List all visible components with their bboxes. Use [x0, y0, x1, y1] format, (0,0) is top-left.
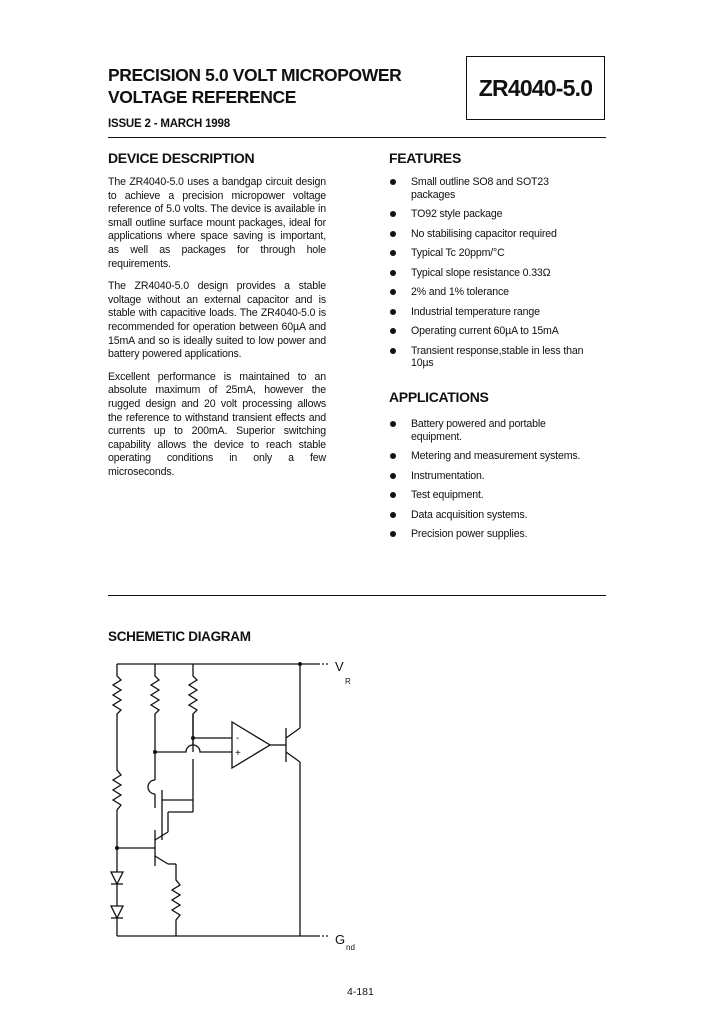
bullet-icon: [390, 270, 396, 276]
list-item: Operating current 60µA to 15mA: [389, 325, 609, 338]
list-item: TO92 style package: [389, 208, 609, 221]
description-paragraph: The ZR4040-5.0 uses a bandgap circuit design to achieve a precision micropower voltage reference of 5.0 volts. The device is available in small outline surface mount packages, ideal for applications where space saving is important, as well as packages for through hole requirements.: [108, 176, 326, 270]
gnd-label-sub: nd: [346, 943, 355, 952]
list-item: No stabilising capacitor required: [389, 228, 609, 241]
opamp-plus: +: [235, 748, 241, 759]
issue-date: ISSUE 2 - MARCH 1998: [108, 118, 230, 130]
vr-label-sub: R: [345, 677, 351, 686]
section-rule: [108, 595, 606, 596]
list-item: 2% and 1% tolerance: [389, 286, 609, 299]
bullet-icon: [390, 531, 396, 537]
part-number-box: [466, 56, 605, 120]
bullet-icon: [390, 179, 396, 185]
bullet-icon: [390, 421, 396, 427]
bullet-icon: [390, 512, 396, 518]
diode-icon: [111, 906, 123, 918]
title-line-1: PRECISION 5.0 VOLT MICROPOWER: [108, 65, 402, 85]
features-list: [389, 176, 609, 370]
list-item: Industrial temperature range: [389, 306, 609, 319]
list-item: Data acquisition systems.: [389, 509, 609, 522]
list-item: Battery powered and portable equipment.: [389, 418, 609, 443]
list-item: Small outline SO8 and SOT23 packages: [389, 176, 609, 201]
header-rule: [108, 137, 606, 138]
bullet-icon: [390, 473, 396, 479]
resistor-icon: [172, 864, 180, 936]
part-number: ZR4040-5.0: [478, 75, 593, 101]
bullet-icon: [390, 289, 396, 295]
title-line-2: VOLTAGE REFERENCE: [108, 87, 296, 107]
gnd-label: G: [335, 932, 346, 947]
diode-icon: [111, 872, 123, 884]
list-item: Transient response,stable in less than 10µs: [389, 345, 609, 370]
list-item: Typical Tc 20ppm/°C: [389, 247, 609, 260]
bullet-icon: [390, 348, 396, 354]
list-item: Typical slope resistance 0.33Ω: [389, 267, 609, 280]
bullet-icon: [390, 309, 396, 315]
bullet-icon: [390, 211, 396, 217]
list-item: Precision power supplies.: [389, 528, 609, 541]
device-description: [108, 176, 326, 479]
list-item: Metering and measurement systems.: [389, 450, 609, 463]
description-paragraph: The ZR4040-5.0 design provides a stable voltage without an external capacitor and is stable with capacitive loads. The ZR4040-5.0 is recommended for operation between 60µA and 15mA and so is ideally suited to low power and battery powered applications.: [108, 280, 326, 361]
schematic-heading: SCHEMETIC DIAGRAM: [108, 629, 251, 644]
page-title: [108, 64, 401, 108]
schematic-diagram: [100, 650, 380, 960]
list-item: Instrumentation.: [389, 470, 609, 483]
description-paragraph: Excellent performance is maintained to an absolute maximum of 25mA, however the rugged design and 20 volt processing allows the reference to withstand transient effects and currents up to 200mA. Superior switching capability allows the device to reach stable operating conditions in only a few microseconds.: [108, 370, 326, 478]
applications-list: [389, 418, 609, 541]
bullet-icon: [390, 328, 396, 334]
opamp-icon: [232, 722, 270, 768]
page-number: 4-181: [347, 986, 374, 998]
resistor-icon: [113, 760, 121, 848]
bullet-icon: [390, 250, 396, 256]
list-item: Test equipment.: [389, 489, 609, 502]
features-heading: FEATURES: [389, 150, 462, 166]
bullet-icon: [390, 492, 396, 498]
device-description-heading: DEVICE DESCRIPTION: [108, 150, 255, 166]
bullet-icon: [390, 231, 396, 237]
opamp-minus: -: [236, 733, 240, 744]
bullet-icon: [390, 453, 396, 459]
resistor-icon: [151, 664, 159, 752]
applications-heading: APPLICATIONS: [389, 389, 489, 405]
vr-label: V: [335, 659, 344, 674]
resistor-icon: [113, 664, 121, 760]
